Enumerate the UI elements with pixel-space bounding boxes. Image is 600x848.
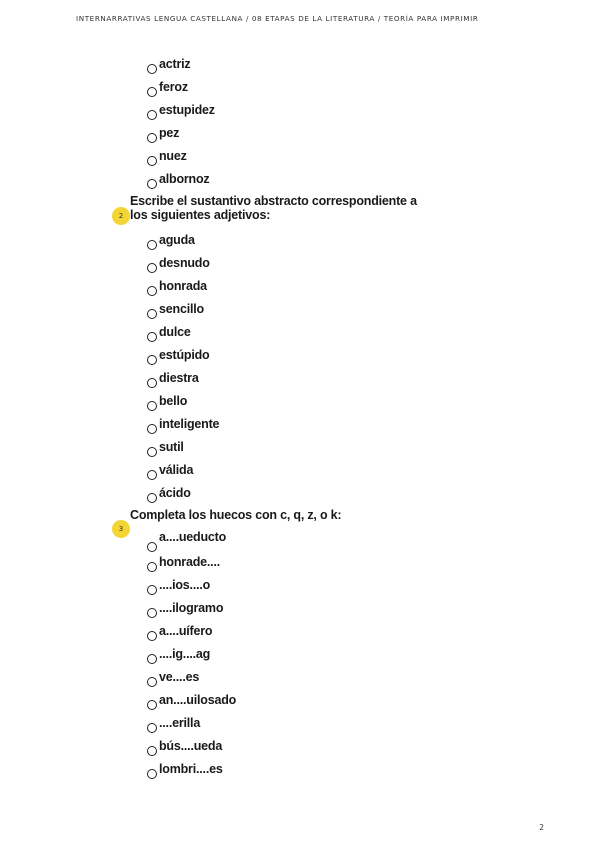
radio-button[interactable] bbox=[147, 263, 157, 273]
radio-button[interactable] bbox=[147, 64, 157, 74]
option-label: albornoz bbox=[159, 172, 210, 186]
radio-button[interactable] bbox=[147, 746, 157, 756]
option-label: aguda bbox=[159, 233, 195, 247]
radio-button[interactable] bbox=[147, 286, 157, 296]
radio-button[interactable] bbox=[147, 470, 157, 480]
radio-button[interactable] bbox=[147, 133, 157, 143]
option-label: sencillo bbox=[159, 302, 204, 316]
option-label: diestra bbox=[159, 371, 199, 385]
option-label: an....uilosado bbox=[159, 693, 237, 707]
option-label: ....erilla bbox=[159, 716, 201, 730]
option-label: ácido bbox=[159, 486, 191, 500]
radio-button[interactable] bbox=[147, 401, 157, 411]
option-item[interactable] bbox=[147, 714, 200, 734]
radio-button[interactable] bbox=[147, 723, 157, 733]
radio-button[interactable] bbox=[147, 654, 157, 664]
radio-button[interactable] bbox=[147, 179, 157, 189]
option-label: a....ueducto bbox=[159, 530, 227, 544]
radio-button[interactable] bbox=[147, 700, 157, 710]
option-item[interactable] bbox=[147, 170, 209, 190]
option-item[interactable] bbox=[147, 346, 209, 366]
radio-button[interactable] bbox=[147, 156, 157, 166]
option-label: ....ios....o bbox=[159, 578, 211, 592]
option-item[interactable] bbox=[147, 101, 215, 121]
option-item[interactable] bbox=[147, 553, 220, 573]
radio-button[interactable] bbox=[147, 240, 157, 250]
option-item[interactable] bbox=[147, 323, 191, 343]
option-item[interactable] bbox=[147, 277, 207, 297]
radio-button[interactable] bbox=[147, 447, 157, 457]
option-item[interactable] bbox=[147, 392, 187, 412]
radio-button[interactable] bbox=[147, 378, 157, 388]
radio-button[interactable] bbox=[147, 631, 157, 641]
radio-button[interactable] bbox=[147, 332, 157, 342]
question-number-badge: 3 bbox=[112, 520, 130, 538]
option-label: honrade.... bbox=[159, 555, 221, 569]
radio-button[interactable] bbox=[147, 493, 157, 503]
option-label: estupidez bbox=[159, 103, 215, 117]
option-item[interactable] bbox=[147, 415, 219, 435]
question-text: Completa los huecos con c, q, z, o k: bbox=[130, 508, 342, 522]
option-label: bello bbox=[159, 394, 188, 408]
option-label: ve....es bbox=[159, 670, 200, 684]
option-label: ....ig....ag bbox=[159, 647, 211, 661]
option-label: desnudo bbox=[159, 256, 210, 270]
option-item[interactable] bbox=[147, 461, 193, 481]
option-label: feroz bbox=[159, 80, 188, 94]
question-number-badge: 2 bbox=[112, 207, 130, 225]
option-item[interactable] bbox=[147, 576, 210, 596]
option-item[interactable] bbox=[147, 147, 187, 167]
radio-button[interactable] bbox=[147, 110, 157, 120]
option-label: ....ilogramo bbox=[159, 601, 224, 615]
radio-button[interactable] bbox=[147, 769, 157, 779]
page-header: INTERNARRATIVAS LENGUA CASTELLANA / 08 ETAPAS DE LA LITERATURA / TEORÍA PARA IMPRIMIR bbox=[76, 14, 479, 23]
option-label: válida bbox=[159, 463, 194, 477]
option-item[interactable] bbox=[147, 369, 199, 389]
option-item[interactable] bbox=[147, 78, 188, 98]
option-label: lombri....es bbox=[159, 762, 223, 776]
option-label: bús....ueda bbox=[159, 739, 223, 753]
option-label: dulce bbox=[159, 325, 191, 339]
option-label: actriz bbox=[159, 57, 191, 71]
option-item[interactable] bbox=[147, 484, 191, 504]
radio-button[interactable] bbox=[147, 355, 157, 365]
option-label: estúpido bbox=[159, 348, 210, 362]
option-item[interactable] bbox=[147, 691, 236, 711]
option-label: sutil bbox=[159, 440, 184, 454]
option-item[interactable] bbox=[147, 254, 210, 274]
option-item[interactable] bbox=[147, 124, 179, 144]
radio-button[interactable] bbox=[147, 87, 157, 97]
radio-button[interactable] bbox=[147, 542, 157, 552]
radio-button[interactable] bbox=[147, 424, 157, 434]
option-item[interactable] bbox=[147, 737, 222, 757]
option-label: a....uífero bbox=[159, 624, 213, 638]
radio-button[interactable] bbox=[147, 309, 157, 319]
option-item[interactable] bbox=[147, 438, 184, 458]
radio-button[interactable] bbox=[147, 585, 157, 595]
option-label: pez bbox=[159, 126, 180, 140]
page-number: 2 bbox=[539, 823, 544, 832]
radio-button[interactable] bbox=[147, 562, 157, 572]
option-label: honrada bbox=[159, 279, 207, 293]
option-label: nuez bbox=[159, 149, 187, 163]
option-item[interactable] bbox=[147, 300, 204, 320]
radio-button[interactable] bbox=[147, 677, 157, 687]
option-label: inteligente bbox=[159, 417, 220, 431]
option-item[interactable] bbox=[147, 668, 199, 688]
option-item[interactable] bbox=[147, 231, 195, 251]
radio-button[interactable] bbox=[147, 608, 157, 618]
question-text: Escribe el sustantivo abstracto correspondiente a los siguientes adjetivos: bbox=[130, 194, 417, 222]
option-item[interactable] bbox=[147, 599, 223, 619]
option-item[interactable] bbox=[147, 760, 223, 780]
option-item[interactable] bbox=[147, 622, 212, 642]
option-item[interactable] bbox=[147, 55, 190, 75]
option-item[interactable] bbox=[147, 645, 210, 665]
